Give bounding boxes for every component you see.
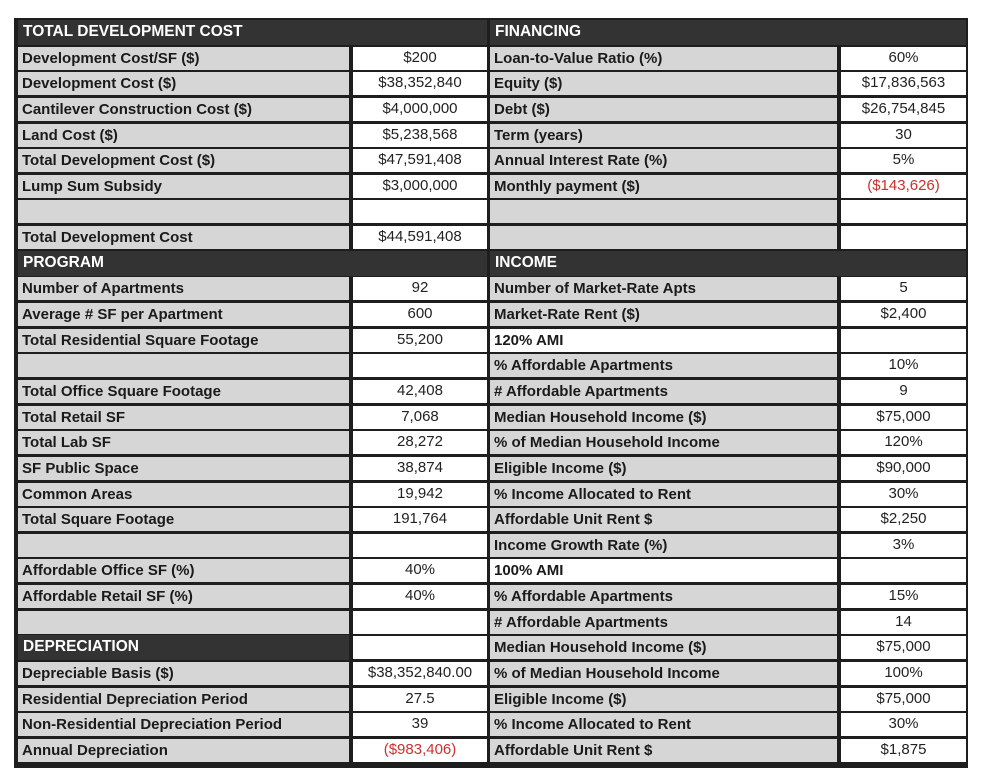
- financing-row-value: $26,754,845: [841, 98, 966, 121]
- income-row-value: $1,875: [841, 739, 966, 762]
- income-row-value: $75,000: [841, 636, 966, 659]
- program-row-label: [18, 354, 349, 377]
- financing-row-value: $17,836,563: [841, 72, 966, 95]
- program-row-value: 40%: [353, 559, 487, 582]
- program-row-label: Average # SF per Apartment: [18, 303, 349, 326]
- income-row-label: Affordable Unit Rent $: [490, 508, 837, 531]
- total_development_cost-row-label: Total Development Cost: [18, 226, 349, 249]
- program-row-label: Total Square Footage: [18, 508, 349, 531]
- financing-row-value: 5%: [841, 149, 966, 172]
- income-row-value: 5: [841, 277, 966, 300]
- program-row-label: Common Areas: [18, 483, 349, 506]
- income-row-value: [841, 559, 966, 582]
- total_development_cost-row-value: [353, 200, 487, 223]
- total_development_cost-row-label: [18, 200, 349, 223]
- income-row-value: 9: [841, 380, 966, 403]
- income-row-value: 30%: [841, 483, 966, 506]
- total_development_cost-row-label: Land Cost ($): [18, 124, 349, 147]
- income-row-label: % Income Allocated to Rent: [490, 483, 837, 506]
- income-header: INCOME: [490, 251, 966, 276]
- financing-row-value: [841, 200, 966, 223]
- total_development_cost-row-value: $5,238,568: [353, 124, 487, 147]
- depreciation-row-value: 39: [353, 713, 487, 736]
- program-row-value: 92: [353, 277, 487, 300]
- program-row-value: [353, 534, 487, 557]
- income-row-label: Eligible Income ($): [490, 688, 837, 711]
- program-row-value: 42,408: [353, 380, 487, 403]
- total_development_cost-row-value: $200: [353, 47, 487, 70]
- income-row-label: Median Household Income ($): [490, 406, 837, 429]
- total_development_cost-row-value: $47,591,408: [353, 149, 487, 172]
- total_development_cost-row-label: Development Cost/SF ($): [18, 47, 349, 70]
- program-row-value: 7,068: [353, 406, 487, 429]
- income-row-label: 100% AMI: [490, 559, 837, 582]
- income-row-value: $2,400: [841, 303, 966, 326]
- financing-row-label: Annual Interest Rate (%): [490, 149, 837, 172]
- program-row-label: Affordable Retail SF (%): [18, 585, 349, 608]
- program-row-value: 600: [353, 303, 487, 326]
- program-row-label: Total Lab SF: [18, 431, 349, 454]
- depreciation-row-value: ($983,406): [353, 739, 487, 762]
- income-row-label: % Affordable Apartments: [490, 585, 837, 608]
- program-row-value: 55,200: [353, 329, 487, 352]
- depreciation-row-label: Annual Depreciation: [18, 739, 349, 762]
- income-row-label: % of Median Household Income: [490, 431, 837, 454]
- program-row-value: [353, 354, 487, 377]
- income-row-value: $75,000: [841, 688, 966, 711]
- total_development_cost-row-label: Development Cost ($): [18, 72, 349, 95]
- income-row-value: 120%: [841, 431, 966, 454]
- depreciation-header-value-cell: [353, 636, 487, 659]
- total_development_cost-row-value: $3,000,000: [353, 175, 487, 198]
- program-row-label: Number of Apartments: [18, 277, 349, 300]
- financing-header: FINANCING: [490, 20, 966, 45]
- program-header: PROGRAM: [18, 251, 487, 276]
- total_development_cost-row-value: $38,352,840: [353, 72, 487, 95]
- program-row-value: 28,272: [353, 431, 487, 454]
- program-row-label: Total Residential Square Footage: [18, 329, 349, 352]
- financing-row-value: 60%: [841, 47, 966, 70]
- income-row-label: % Income Allocated to Rent: [490, 713, 837, 736]
- total_development_cost-row-value: $44,591,408: [353, 226, 487, 249]
- income-row-label: Market-Rate Rent ($): [490, 303, 837, 326]
- financing-row-label: Term (years): [490, 124, 837, 147]
- depreciation-row-value: $38,352,840.00: [353, 662, 487, 685]
- total_development_cost-header: TOTAL DEVELOPMENT COST: [18, 20, 487, 45]
- financing-row-value: ($143,626): [841, 175, 966, 198]
- program-row-value: 19,942: [353, 483, 487, 506]
- financing-row-value: 30: [841, 124, 966, 147]
- spreadsheet: [14, 18, 968, 768]
- program-row-value: [353, 611, 487, 634]
- program-row-label: Affordable Office SF (%): [18, 559, 349, 582]
- depreciation-row-label: Depreciable Basis ($): [18, 662, 349, 685]
- financing-row-label: [490, 226, 837, 249]
- program-row-label: Total Retail SF: [18, 406, 349, 429]
- income-row-label: # Affordable Apartments: [490, 611, 837, 634]
- income-row-value: $2,250: [841, 508, 966, 531]
- financing-row-label: Monthly payment ($): [490, 175, 837, 198]
- financing-row-label: [490, 200, 837, 223]
- income-row-value: $75,000: [841, 406, 966, 429]
- total_development_cost-row-label: Total Development Cost ($): [18, 149, 349, 172]
- income-row-label: % of Median Household Income: [490, 662, 837, 685]
- income-row-label: Eligible Income ($): [490, 457, 837, 480]
- program-row-label: [18, 611, 349, 634]
- program-row-value: 191,764: [353, 508, 487, 531]
- income-row-label: Number of Market-Rate Apts: [490, 277, 837, 300]
- financing-row-label: Debt ($): [490, 98, 837, 121]
- program-row-value: 40%: [353, 585, 487, 608]
- income-row-label: # Affordable Apartments: [490, 380, 837, 403]
- total_development_cost-row-label: Lump Sum Subsidy: [18, 175, 349, 198]
- income-row-label: Affordable Unit Rent $: [490, 739, 837, 762]
- income-row-value: $90,000: [841, 457, 966, 480]
- income-row-value: [841, 329, 966, 352]
- income-row-value: 30%: [841, 713, 966, 736]
- financing-row-label: Loan-to-Value Ratio (%): [490, 47, 837, 70]
- depreciation-row-label: Residential Depreciation Period: [18, 688, 349, 711]
- financing-row-label: Equity ($): [490, 72, 837, 95]
- income-row-label: Median Household Income ($): [490, 636, 837, 659]
- depreciation-row-label: Non-Residential Depreciation Period: [18, 713, 349, 736]
- income-row-label: Income Growth Rate (%): [490, 534, 837, 557]
- program-row-value: 38,874: [353, 457, 487, 480]
- depreciation-row-value: 27.5: [353, 688, 487, 711]
- financing-row-value: [841, 226, 966, 249]
- income-row-value: 14: [841, 611, 966, 634]
- income-row-label: % Affordable Apartments: [490, 354, 837, 377]
- income-row-value: 10%: [841, 354, 966, 377]
- income-row-label: 120% AMI: [490, 329, 837, 352]
- income-row-value: 15%: [841, 585, 966, 608]
- program-row-label: [18, 534, 349, 557]
- total_development_cost-row-label: Cantilever Construction Cost ($): [18, 98, 349, 121]
- total_development_cost-row-value: $4,000,000: [353, 98, 487, 121]
- program-row-label: Total Office Square Footage: [18, 380, 349, 403]
- depreciation-header: DEPRECIATION: [18, 635, 349, 660]
- program-row-label: SF Public Space: [18, 457, 349, 480]
- income-row-value: 100%: [841, 662, 966, 685]
- income-row-value: 3%: [841, 534, 966, 557]
